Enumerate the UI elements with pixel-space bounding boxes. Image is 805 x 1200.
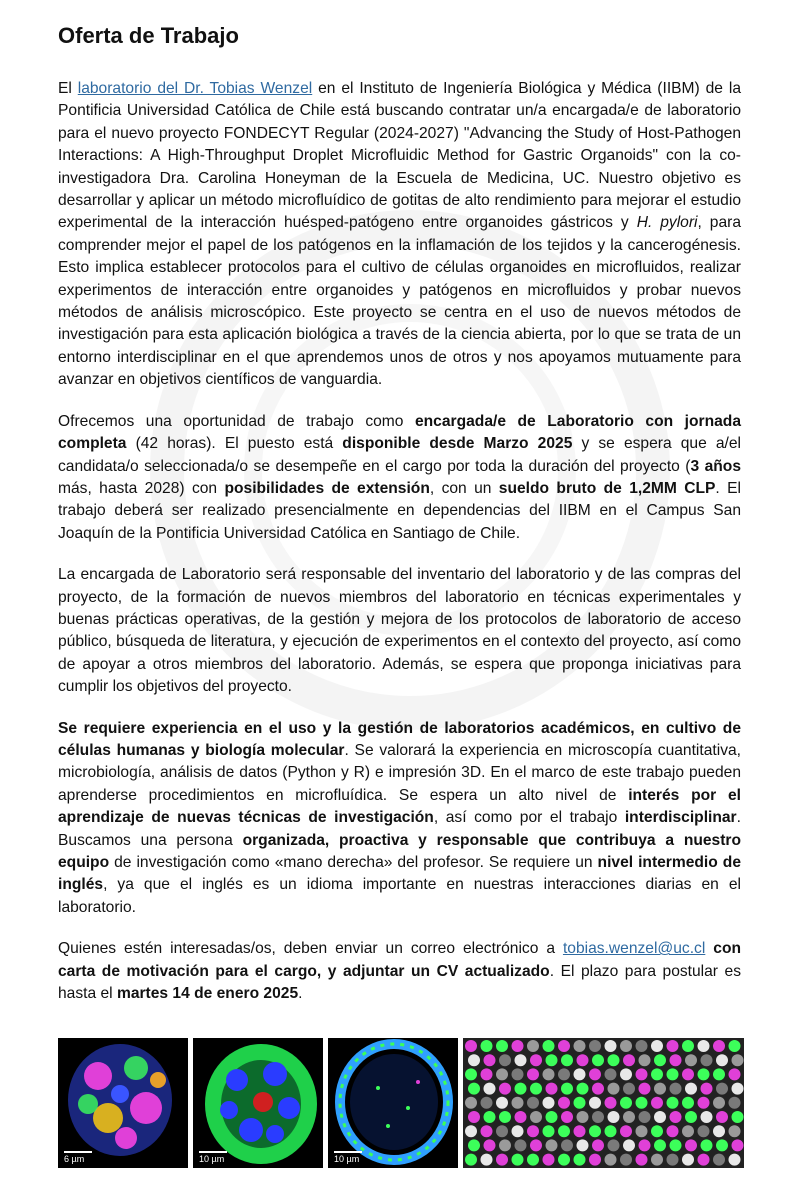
droplet xyxy=(577,1083,589,1095)
droplet xyxy=(468,1054,480,1066)
droplet xyxy=(698,1125,710,1137)
droplet xyxy=(561,1139,573,1151)
droplet xyxy=(574,1097,586,1109)
droplet xyxy=(729,1068,741,1080)
droplet xyxy=(639,1083,651,1095)
droplet xyxy=(512,1125,524,1137)
droplet xyxy=(574,1154,586,1166)
droplet xyxy=(543,1125,555,1137)
droplet xyxy=(605,1097,617,1109)
droplet xyxy=(561,1083,573,1095)
droplet xyxy=(527,1068,539,1080)
droplet xyxy=(620,1097,632,1109)
droplet xyxy=(670,1054,682,1066)
droplet xyxy=(729,1154,741,1166)
droplet xyxy=(698,1068,710,1080)
droplet xyxy=(713,1154,725,1166)
droplet xyxy=(481,1068,493,1080)
droplet xyxy=(639,1054,651,1066)
droplet xyxy=(651,1154,663,1166)
droplet xyxy=(685,1139,697,1151)
droplet xyxy=(608,1111,620,1123)
droplet xyxy=(670,1111,682,1123)
droplet xyxy=(543,1154,555,1166)
droplet xyxy=(623,1054,635,1066)
droplet xyxy=(605,1068,617,1080)
droplet xyxy=(468,1111,480,1123)
droplet xyxy=(713,1097,725,1109)
droplet xyxy=(682,1125,694,1137)
droplet xyxy=(623,1139,635,1151)
droplet xyxy=(527,1154,539,1166)
droplet xyxy=(623,1083,635,1095)
scale-bar-1: 6 µm xyxy=(64,1151,92,1164)
droplet xyxy=(512,1097,524,1109)
paragraph-application: Quienes estén interesadas/os, deben enviar un correo electrónico a tobias.wenzel@uc.cl con carta de motivación para el cargo, y adjuntar un CV actualizado. El plazo para postular es hasta el martes 14 de enero 2025. xyxy=(58,940,742,1003)
droplet xyxy=(698,1040,710,1052)
droplet xyxy=(530,1054,542,1066)
droplet xyxy=(701,1054,713,1066)
droplet xyxy=(484,1111,496,1123)
organoid-image-3-drawing xyxy=(328,1038,458,1168)
droplet xyxy=(558,1154,570,1166)
droplet xyxy=(574,1125,586,1137)
droplet xyxy=(685,1083,697,1095)
droplet xyxy=(592,1083,604,1095)
droplet xyxy=(732,1054,744,1066)
droplet xyxy=(667,1125,679,1137)
droplet xyxy=(605,1040,617,1052)
droplet xyxy=(716,1139,728,1151)
droplet xyxy=(465,1097,477,1109)
droplet xyxy=(481,1097,493,1109)
droplet xyxy=(481,1154,493,1166)
droplet xyxy=(732,1083,744,1095)
droplet xyxy=(620,1068,632,1080)
droplet xyxy=(589,1125,601,1137)
droplet xyxy=(558,1097,570,1109)
droplet xyxy=(561,1054,573,1066)
droplet xyxy=(558,1068,570,1080)
scale-bar-2: 10 µm xyxy=(199,1151,227,1164)
droplet xyxy=(667,1040,679,1052)
droplet xyxy=(512,1154,524,1166)
droplet xyxy=(701,1083,713,1095)
droplet xyxy=(639,1111,651,1123)
droplet xyxy=(636,1097,648,1109)
droplet xyxy=(592,1054,604,1066)
scale-bar-3: 10 µm xyxy=(334,1151,362,1164)
page-title: Oferta de Trabajo xyxy=(58,23,239,48)
droplet xyxy=(530,1139,542,1151)
droplet xyxy=(577,1054,589,1066)
droplet xyxy=(589,1040,601,1052)
organoid-image-3 xyxy=(328,1038,458,1168)
droplet xyxy=(636,1154,648,1166)
droplet xyxy=(729,1040,741,1052)
droplet xyxy=(716,1054,728,1066)
paragraph-intro: El laboratorio del Dr. Tobias Wenzel en el Instituto de Ingeniería Biológica y Médica (IIBM) de la Pontificia Universidad Católica de Chile está buscando contratar un/a encargada/e de laboratorio para el nuevo proyecto FONDECYT Regular (2024-2027) "Advancing the Study of Host-Pathogen Interactions: A High-Throughput Droplet Microfluidic Method for Gastric Organoids" con la co-investigadora Dra. Carolina Honeyman de la Escuela de Medicina, UC. Nuestro objetivo es desarrollar y aplicar un método microfluídico de gotitas de alto rendimiento para mejorar el estudio experimental de la interacción huésped-patógeno entre organoides gástricos y H. pylori, para comprender mejor el papel de los patógenos en la inflamación de los tejidos y la cancerogénesis. Esto implica establecer protocolos para el cultivo de células organoides en microfluidos, realizar experimentos de interacción entre organoides y patógenos en microfluidos y probar nuevos métodos de análisis microscópico. Este proyecto se centra en el uso de nuevos métodos de investigación para esta aplicación biológica a través de la ciencia abierta, por lo que se trata de un entorno interdisciplinar en el que aprendemos unos de otros y nos apoyamos mutuamente para avanzar en objetivos científicos de vanguardia. xyxy=(58,80,741,389)
droplet xyxy=(654,1139,666,1151)
droplet xyxy=(543,1097,555,1109)
droplet xyxy=(484,1054,496,1066)
droplet xyxy=(465,1068,477,1080)
droplet xyxy=(589,1097,601,1109)
droplet xyxy=(620,1125,632,1137)
droplet xyxy=(496,1040,508,1052)
droplet xyxy=(577,1139,589,1151)
droplet xyxy=(515,1054,527,1066)
droplet xyxy=(639,1139,651,1151)
droplet xyxy=(496,1068,508,1080)
droplet xyxy=(651,1068,663,1080)
droplet xyxy=(499,1083,511,1095)
droplet xyxy=(592,1139,604,1151)
paragraph-responsibilities: La encargada de Laboratorio será responsable del inventario del laboratorio y de las compras del proyecto, de la formación de nuevos miembros del laboratorio en técnicas experimentales y buenas prácticas operativas, de la gestión y mejora de los protocolos de laboratorio de acceso público, búsqueda de literatura, y ejecución de experimentos en el contexto del proyecto, así como de apoyar a otros miembros del laboratorio. Además, se espera que proponga iniciativas para cumplir los objetivos del proyecto. xyxy=(58,566,741,696)
droplet xyxy=(682,1068,694,1080)
droplet xyxy=(515,1139,527,1151)
droplet xyxy=(608,1139,620,1151)
droplet xyxy=(701,1139,713,1151)
droplet xyxy=(608,1054,620,1066)
droplet xyxy=(546,1139,558,1151)
droplet xyxy=(732,1111,744,1123)
droplet xyxy=(682,1040,694,1052)
droplet xyxy=(667,1068,679,1080)
droplet xyxy=(713,1040,725,1052)
droplet xyxy=(574,1068,586,1080)
droplet xyxy=(543,1040,555,1052)
droplet-array-image xyxy=(463,1038,744,1168)
droplet xyxy=(623,1111,635,1123)
droplet xyxy=(716,1083,728,1095)
droplet xyxy=(716,1111,728,1123)
droplet xyxy=(515,1111,527,1123)
droplet xyxy=(732,1139,744,1151)
droplet xyxy=(605,1125,617,1137)
droplet xyxy=(577,1111,589,1123)
droplet xyxy=(468,1139,480,1151)
droplet xyxy=(592,1111,604,1123)
droplet xyxy=(574,1040,586,1052)
droplet xyxy=(651,1125,663,1137)
droplet xyxy=(636,1040,648,1052)
droplet xyxy=(667,1154,679,1166)
droplet xyxy=(654,1054,666,1066)
organoid-image-2 xyxy=(193,1038,323,1168)
droplet xyxy=(558,1125,570,1137)
droplet xyxy=(496,1154,508,1166)
droplet xyxy=(527,1125,539,1137)
droplet xyxy=(651,1040,663,1052)
droplet xyxy=(670,1139,682,1151)
organoid-image-1 xyxy=(58,1038,188,1168)
droplet xyxy=(608,1083,620,1095)
droplet xyxy=(654,1111,666,1123)
droplet xyxy=(496,1125,508,1137)
droplet xyxy=(701,1111,713,1123)
droplet xyxy=(527,1097,539,1109)
droplet xyxy=(496,1097,508,1109)
droplet xyxy=(558,1040,570,1052)
droplet xyxy=(484,1083,496,1095)
droplet xyxy=(543,1068,555,1080)
droplet xyxy=(546,1111,558,1123)
organoid-image-2-drawing xyxy=(193,1038,323,1168)
droplet xyxy=(499,1054,511,1066)
droplet xyxy=(682,1154,694,1166)
droplet xyxy=(713,1125,725,1137)
droplet xyxy=(499,1111,511,1123)
document-body xyxy=(58,22,741,1024)
droplet xyxy=(729,1097,741,1109)
droplet xyxy=(685,1111,697,1123)
droplet xyxy=(561,1111,573,1123)
droplet xyxy=(546,1083,558,1095)
droplet xyxy=(465,1154,477,1166)
droplet xyxy=(484,1139,496,1151)
droplet xyxy=(682,1097,694,1109)
droplet xyxy=(465,1040,477,1052)
droplet xyxy=(499,1139,511,1151)
droplet xyxy=(698,1097,710,1109)
organoid-image-1-drawing xyxy=(58,1038,188,1168)
droplet xyxy=(481,1040,493,1052)
droplet xyxy=(651,1097,663,1109)
droplet xyxy=(620,1040,632,1052)
droplet xyxy=(515,1083,527,1095)
droplet xyxy=(636,1068,648,1080)
droplet xyxy=(481,1125,493,1137)
droplet xyxy=(698,1154,710,1166)
email-link[interactable]: tobias.wenzel@uc.cl xyxy=(562,940,706,958)
droplet xyxy=(589,1154,601,1166)
lab-link[interactable]: laboratorio del Dr. Tobias Wenzel xyxy=(77,80,313,97)
droplet xyxy=(620,1154,632,1166)
droplet xyxy=(729,1125,741,1137)
paragraph-offer: Ofrecemos una oportunidad de trabajo como encargada/e de Laboratorio con jornada completa (42 horas). El puesto está disponible desde Marzo 2025 y se espera que a/el candidata/o seleccionada/o se desempeñe en el cargo por toda la duración del proyecto (3 años más, hasta 2028) con posibilidades de extensión, con un sueldo bruto de 1,2MM CLP. El trabajo deberá ser realizado presencialmente en dependencias del IIBM en el Campus San Joaquín de la Pontificia Universidad Católica en Santiago de Chile. xyxy=(58,412,742,542)
droplet xyxy=(654,1083,666,1095)
droplet xyxy=(468,1083,480,1095)
microscopy-image-strip xyxy=(58,1038,744,1168)
droplet xyxy=(546,1054,558,1066)
droplet xyxy=(530,1111,542,1123)
droplet-array-drawing xyxy=(463,1038,744,1168)
droplet xyxy=(527,1040,539,1052)
droplet xyxy=(636,1125,648,1137)
droplet xyxy=(667,1097,679,1109)
droplet xyxy=(530,1083,542,1095)
droplet xyxy=(465,1125,477,1137)
droplet xyxy=(589,1068,601,1080)
paragraph-requirements: Se requiere experiencia en el uso y la gestión de laboratorios académicos, en cultivo de células humanas y biología molecular. Se valorará la experiencia en microscopía cuantitativa, microbiología, análisis de datos (Python y R) e impresión 3D. En el marco de este trabajo pueden aprenderse procedimientos en microfluídica. Se espera un alto nivel de interés por el aprendizaje de nuevas técnicas de investigación, así como por el trabajo interdisciplinar. Buscamos una persona organizada, proactiva y responsable que contribuya a nuestro equipo de investigación como «mano derecha» del profesor. Se requiere un nivel intermedio de inglés, ya que el inglés es un idioma importante en nuestras interacciones diarias en el laboratorio. xyxy=(58,719,741,916)
droplet xyxy=(512,1068,524,1080)
droplet xyxy=(685,1054,697,1066)
droplet xyxy=(670,1083,682,1095)
droplet xyxy=(713,1068,725,1080)
droplet xyxy=(605,1154,617,1166)
droplet xyxy=(512,1040,524,1052)
